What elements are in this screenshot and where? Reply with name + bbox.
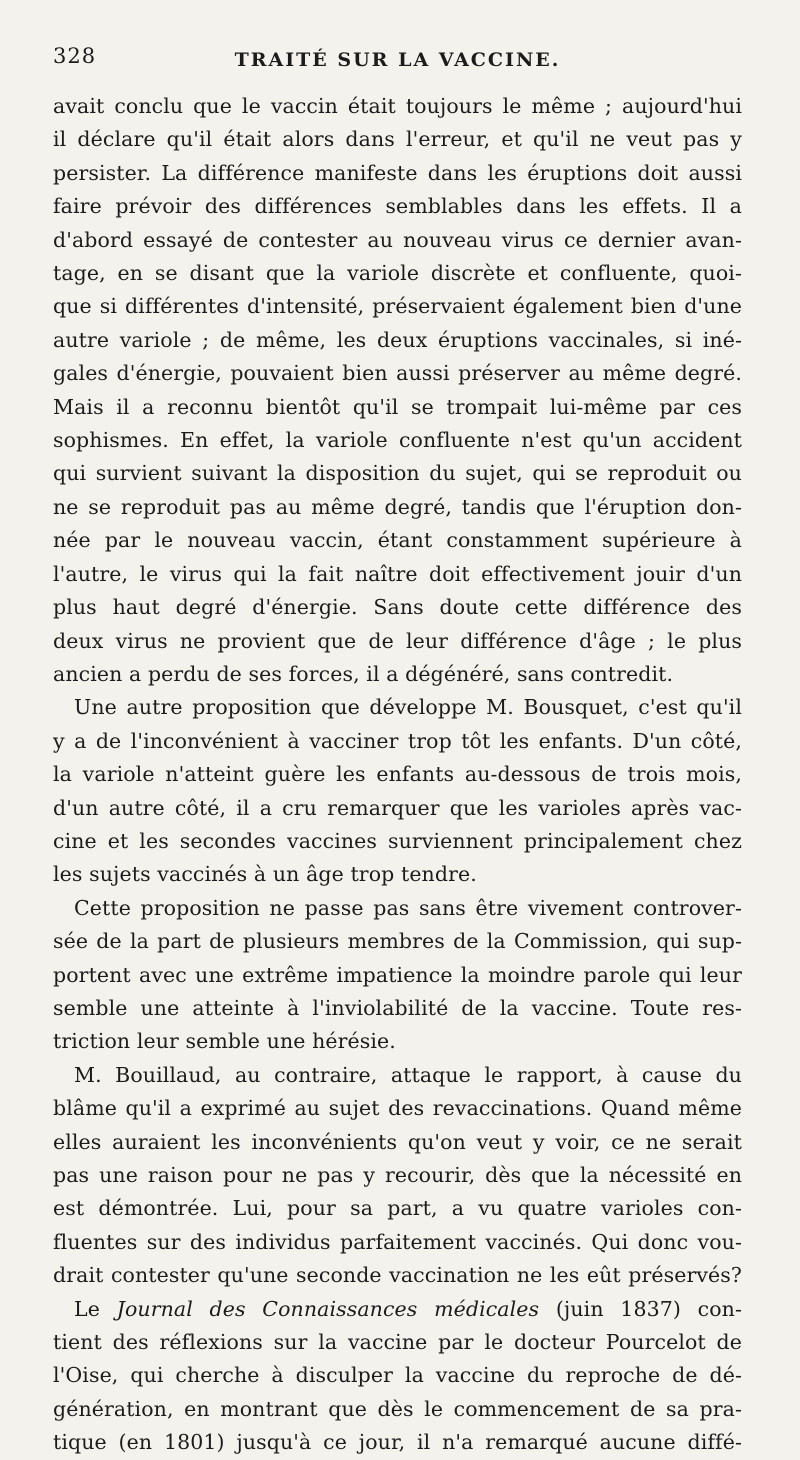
text-line: avait conclu que le vaccin était toujours le même ; aujourd'hui (53, 94, 742, 118)
text-line (53, 1293, 742, 1326)
text-line: la variole n'atteint guère les enfants au-dessous de trois mois, (53, 762, 742, 787)
text-line: tient des réflexions sur la vaccine par le docteur Pourcelot de (53, 1330, 742, 1355)
text-line: que si différentes d'intensité, préservaient également bien d'une (53, 294, 742, 319)
text-line: génération, en montrant que dès le commencement de sa pra- (53, 1396, 742, 1421)
text-line: les sujets vaccinés à un âge trop tendre. (53, 862, 477, 887)
text-line: cine et les secondes vaccines surviennent principalement chez (53, 828, 742, 853)
text-line: l'Oise, qui cherche à disculper la vaccine du reproche de dé- (53, 1363, 742, 1388)
text-line: d'abord essayé de contester au nouveau virus ce dernier avan- (53, 227, 742, 252)
text-line: Une autre proposition que développe M. Bousquet, c'est qu'il (74, 695, 742, 720)
text-line: est démontrée. Lui, pour sa part, a vu quatre varioles con- (53, 1196, 742, 1221)
text-line: sophismes. En effet, la variole confluente n'est qu'un accident (53, 428, 742, 453)
text-line: portent avec une extrême impatience la moindre parole qui leur (53, 962, 742, 987)
text-fragment: Le (74, 1296, 117, 1321)
page-header (53, 44, 742, 84)
journal-title: Journal des Connaissances médicales (116, 1296, 540, 1321)
text-line: d'un autre côté, il a cru remarquer que les varioles après vac- (53, 795, 742, 820)
body-text (53, 90, 742, 1460)
text-line: blâme qu'il a exprimé au sujet des revaccinations. Quand même (53, 1096, 742, 1121)
text-line: triction leur semble une hérésie. (53, 1029, 396, 1054)
text-line: persister. La différence manifeste dans les éruptions doit aussi (53, 160, 742, 185)
text-line: deux virus ne provient que de leur différence d'âge ; le plus (53, 628, 742, 653)
text-line: l'autre, le virus qui la fait naître doit effectivement jouir d'un (53, 561, 742, 586)
text-line: pas une raison pour ne pas y recourir, dès que la nécessité en (53, 1163, 742, 1187)
text-line: Mais il a reconnu bientôt qu'il se trompait lui-même par ces (53, 394, 742, 419)
text-line: gales d'énergie, pouvaient bien aussi préserver au même degré. (53, 361, 742, 386)
text-line: tage, en se disant que la variole discrète et confluente, quoi- (53, 261, 742, 286)
text-line: il déclare qu'il était alors dans l'erreur, et qu'il ne veut pas y (53, 127, 742, 152)
text-line: semble une atteinte à l'inviolabilité de la vaccine. Toute res- (53, 995, 742, 1020)
text-line: y a de l'inconvénient à vacciner trop tôt les enfants. D'un côté, (53, 728, 742, 753)
text-line: drait contester qu'une seconde vaccination ne les eût préservés? (53, 1263, 742, 1288)
text-line: faire prévoir des différences semblables dans les effets. Il a (53, 194, 742, 219)
page-number: 328 (53, 44, 97, 68)
text-line: qui survient suivant la disposition du sujet, qui se reproduit ou (53, 461, 742, 486)
text-line: Cette proposition ne passe pas sans être vivement controver- (74, 895, 742, 920)
text-fragment: (juin 1837) con- (539, 1296, 742, 1321)
text-line: autre variole ; de même, les deux éruptions vaccinales, si iné- (53, 327, 742, 352)
text-line: sée de la part de plusieurs membres de la Commission, qui sup- (53, 929, 742, 954)
text-line: tique (en 1801) jusqu'à ce jour, il n'a remarqué aucune diffé- (53, 1430, 742, 1455)
text-line: M. Bouillaud, au contraire, attaque le rapport, à cause du (74, 1062, 742, 1087)
text-line: ne se reproduit pas au même degré, tandis que l'éruption don- (53, 494, 742, 519)
text-line: ancien a perdu de ses forces, il a dégénéré, sans contredit. (53, 661, 674, 686)
text-line: plus haut degré d'énergie. Sans doute cette différence des (53, 595, 742, 620)
text-line: née par le nouveau vaccin, étant constamment supérieure à (53, 528, 742, 553)
text-line: fluentes sur des individus parfaitement vaccinés. Qui donc vou- (53, 1229, 742, 1254)
text-line: elles auraient les inconvénients qu'on veut y voir, ce ne serait (53, 1129, 742, 1154)
running-head: TRAITÉ SUR LA VACCINE. (234, 49, 561, 71)
